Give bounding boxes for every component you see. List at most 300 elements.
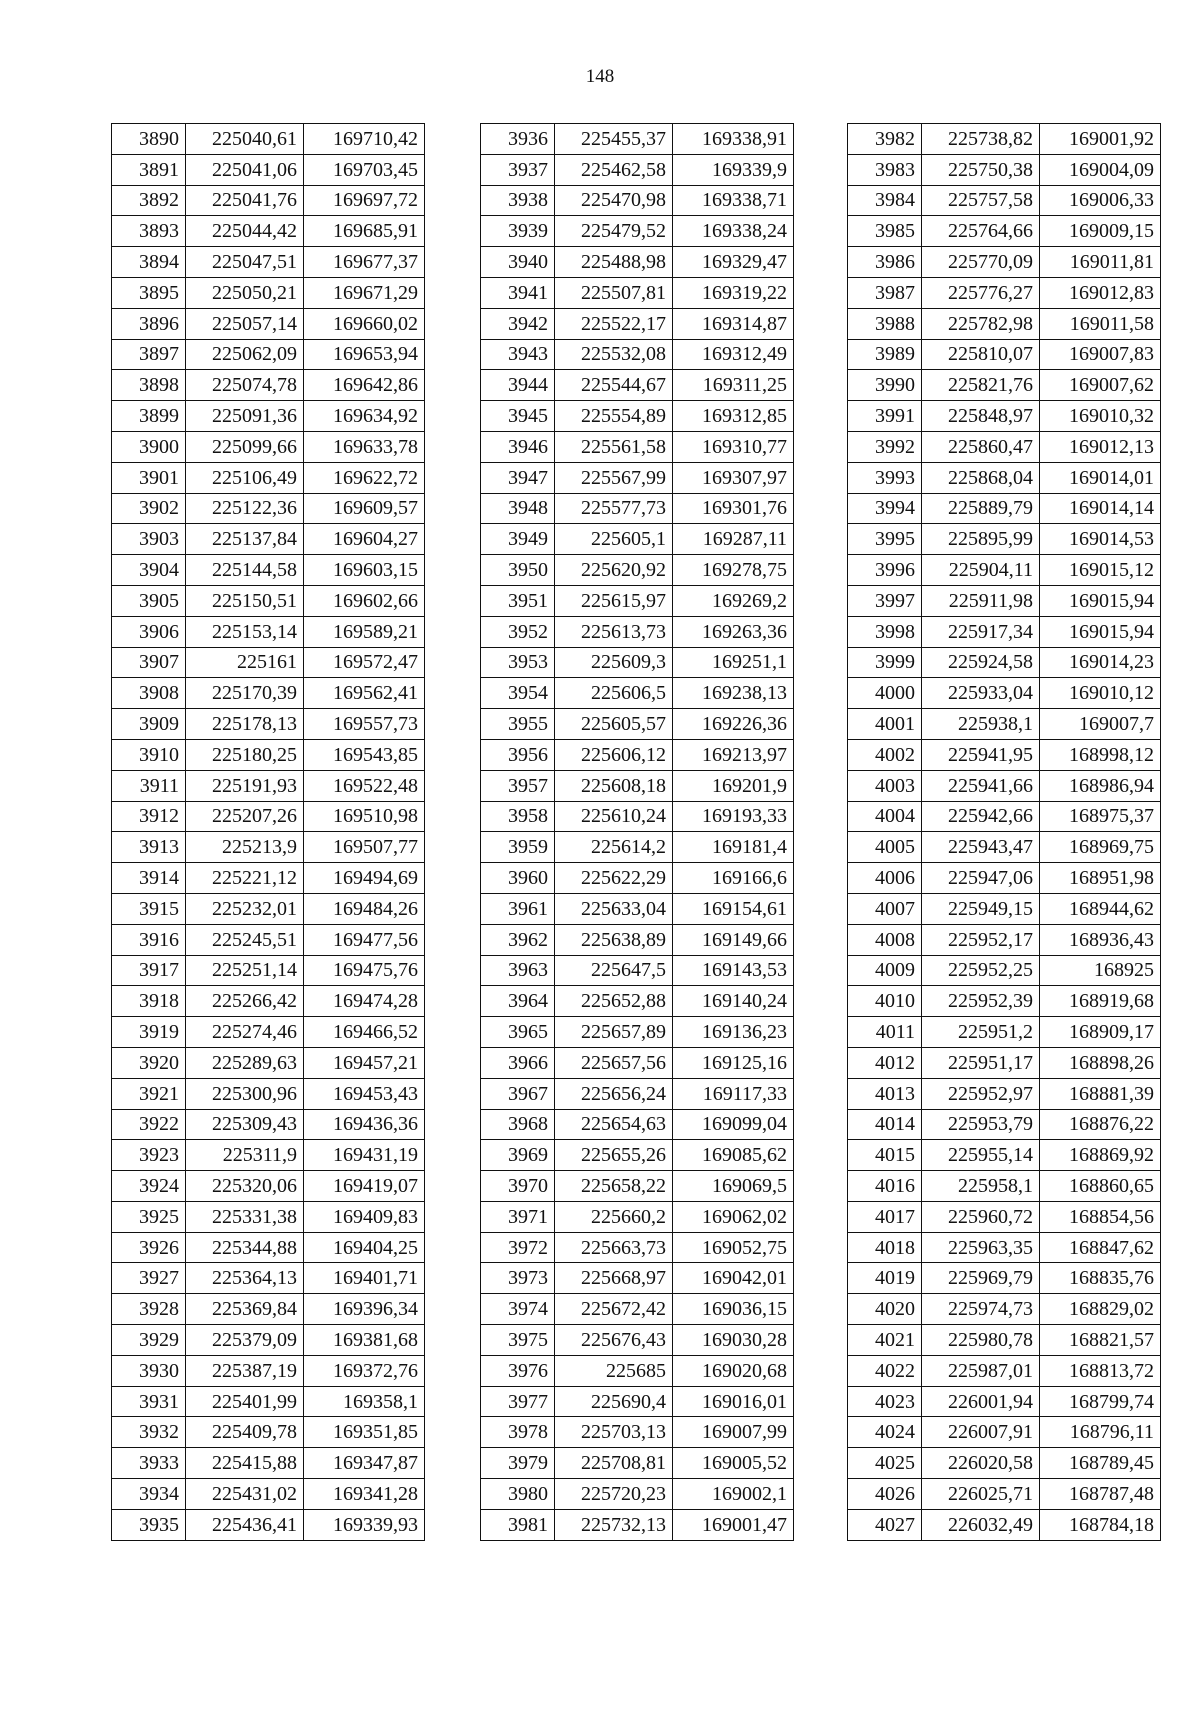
table-row <box>848 124 1161 155</box>
x-coordinate-cell: 225099,66 <box>186 431 304 462</box>
x-coordinate-cell: 225161 <box>186 647 304 678</box>
y-coordinate-cell: 169466,52 <box>304 1017 425 1048</box>
point-number-cell: 4021 <box>848 1325 922 1356</box>
x-coordinate-cell: 225415,88 <box>186 1448 304 1479</box>
point-number-cell: 3997 <box>848 585 922 616</box>
table-row <box>481 1171 794 1202</box>
point-number-cell: 3941 <box>481 277 555 308</box>
point-number-cell: 3922 <box>112 1109 186 1140</box>
x-coordinate-cell: 225951,2 <box>922 1017 1040 1048</box>
x-coordinate-cell: 225074,78 <box>186 370 304 401</box>
x-coordinate-cell: 225144,58 <box>186 555 304 586</box>
point-number-cell: 3937 <box>481 154 555 185</box>
point-number-cell: 3990 <box>848 370 922 401</box>
x-coordinate-cell: 225658,22 <box>555 1171 673 1202</box>
point-number-cell: 3964 <box>481 986 555 1017</box>
y-coordinate-cell: 169002,1 <box>673 1479 794 1510</box>
y-coordinate-cell: 169287,11 <box>673 524 794 555</box>
table-row <box>481 801 794 832</box>
coordinates-table-2 <box>480 123 794 1541</box>
x-coordinate-cell: 225660,2 <box>555 1201 673 1232</box>
table-row <box>481 709 794 740</box>
table-row <box>112 678 425 709</box>
table-row <box>848 955 1161 986</box>
table-row <box>481 863 794 894</box>
point-number-cell: 4027 <box>848 1509 922 1540</box>
table-row <box>481 955 794 986</box>
table-row <box>848 770 1161 801</box>
y-coordinate-cell: 168854,56 <box>1040 1201 1161 1232</box>
point-number-cell: 3978 <box>481 1417 555 1448</box>
table-row <box>481 524 794 555</box>
point-number-cell: 4015 <box>848 1140 922 1171</box>
table-row <box>848 1047 1161 1078</box>
y-coordinate-cell: 169341,28 <box>304 1479 425 1510</box>
y-coordinate-cell: 169014,53 <box>1040 524 1161 555</box>
y-coordinate-cell: 169007,62 <box>1040 370 1161 401</box>
point-number-cell: 3943 <box>481 339 555 370</box>
point-number-cell: 3930 <box>112 1355 186 1386</box>
point-number-cell: 3939 <box>481 216 555 247</box>
point-number-cell: 3966 <box>481 1047 555 1078</box>
table-row <box>848 154 1161 185</box>
table-row <box>481 124 794 155</box>
y-coordinate-cell: 169085,62 <box>673 1140 794 1171</box>
x-coordinate-cell: 225987,01 <box>922 1355 1040 1386</box>
x-coordinate-cell: 225917,34 <box>922 616 1040 647</box>
point-number-cell: 3981 <box>481 1509 555 1540</box>
y-coordinate-cell: 168998,12 <box>1040 739 1161 770</box>
table-row <box>481 401 794 432</box>
table-row <box>112 401 425 432</box>
point-number-cell: 3968 <box>481 1109 555 1140</box>
y-coordinate-cell: 168909,17 <box>1040 1017 1161 1048</box>
y-coordinate-cell: 169660,02 <box>304 308 425 339</box>
y-coordinate-cell: 169015,12 <box>1040 555 1161 586</box>
point-number-cell: 3976 <box>481 1355 555 1386</box>
x-coordinate-cell: 225221,12 <box>186 863 304 894</box>
table-row <box>848 1386 1161 1417</box>
y-coordinate-cell: 169149,66 <box>673 924 794 955</box>
table-row <box>112 1509 425 1540</box>
point-number-cell: 4011 <box>848 1017 922 1048</box>
x-coordinate-cell: 225685 <box>555 1355 673 1386</box>
point-number-cell: 3996 <box>848 555 922 586</box>
point-number-cell: 3917 <box>112 955 186 986</box>
y-coordinate-cell: 169140,24 <box>673 986 794 1017</box>
y-coordinate-cell: 169007,83 <box>1040 339 1161 370</box>
x-coordinate-cell: 225941,66 <box>922 770 1040 801</box>
y-coordinate-cell: 169602,66 <box>304 585 425 616</box>
y-coordinate-cell: 169012,83 <box>1040 277 1161 308</box>
x-coordinate-cell: 225810,07 <box>922 339 1040 370</box>
y-coordinate-cell: 169006,33 <box>1040 185 1161 216</box>
y-coordinate-cell: 169685,91 <box>304 216 425 247</box>
point-number-cell: 3961 <box>481 893 555 924</box>
table-row <box>112 124 425 155</box>
point-number-cell: 4006 <box>848 863 922 894</box>
x-coordinate-cell: 225047,51 <box>186 247 304 278</box>
point-number-cell: 3984 <box>848 185 922 216</box>
y-coordinate-cell: 169311,25 <box>673 370 794 401</box>
y-coordinate-cell: 169494,69 <box>304 863 425 894</box>
point-number-cell: 4013 <box>848 1078 922 1109</box>
table-row <box>112 801 425 832</box>
table-row <box>481 247 794 278</box>
x-coordinate-cell: 225041,76 <box>186 185 304 216</box>
point-number-cell: 3928 <box>112 1294 186 1325</box>
x-coordinate-cell: 225106,49 <box>186 462 304 493</box>
y-coordinate-cell: 169301,76 <box>673 493 794 524</box>
point-number-cell: 3951 <box>481 585 555 616</box>
point-number-cell: 4001 <box>848 709 922 740</box>
x-coordinate-cell: 225947,06 <box>922 863 1040 894</box>
x-coordinate-cell: 226007,91 <box>922 1417 1040 1448</box>
x-coordinate-cell: 225610,24 <box>555 801 673 832</box>
point-number-cell: 3904 <box>112 555 186 586</box>
point-number-cell: 3900 <box>112 431 186 462</box>
x-coordinate-cell: 225770,09 <box>922 247 1040 278</box>
x-coordinate-cell: 225657,56 <box>555 1047 673 1078</box>
point-number-cell: 3979 <box>481 1448 555 1479</box>
point-number-cell: 3895 <box>112 277 186 308</box>
y-coordinate-cell: 168936,43 <box>1040 924 1161 955</box>
table-row <box>848 1201 1161 1232</box>
x-coordinate-cell: 225663,73 <box>555 1232 673 1263</box>
table-row <box>112 585 425 616</box>
x-coordinate-cell: 225153,14 <box>186 616 304 647</box>
y-coordinate-cell: 169484,26 <box>304 893 425 924</box>
x-coordinate-cell: 225554,89 <box>555 401 673 432</box>
table-row <box>112 647 425 678</box>
table-row <box>848 493 1161 524</box>
table-row <box>112 770 425 801</box>
table-row <box>112 1109 425 1140</box>
y-coordinate-cell: 169314,87 <box>673 308 794 339</box>
table-row <box>481 431 794 462</box>
y-coordinate-cell: 168876,22 <box>1040 1109 1161 1140</box>
point-number-cell: 4002 <box>848 739 922 770</box>
y-coordinate-cell: 169020,68 <box>673 1355 794 1386</box>
table-row <box>481 1047 794 1078</box>
y-coordinate-cell: 168881,39 <box>1040 1078 1161 1109</box>
y-coordinate-cell: 169238,13 <box>673 678 794 709</box>
y-coordinate-cell: 169004,09 <box>1040 154 1161 185</box>
x-coordinate-cell: 225289,63 <box>186 1047 304 1078</box>
table-row <box>112 1047 425 1078</box>
table-row <box>848 924 1161 955</box>
y-coordinate-cell: 169507,77 <box>304 832 425 863</box>
table-row <box>481 1140 794 1171</box>
x-coordinate-cell: 225614,2 <box>555 832 673 863</box>
point-number-cell: 3955 <box>481 709 555 740</box>
x-coordinate-cell: 225911,98 <box>922 585 1040 616</box>
y-coordinate-cell: 169226,36 <box>673 709 794 740</box>
x-coordinate-cell: 225091,36 <box>186 401 304 432</box>
x-coordinate-cell: 225676,43 <box>555 1325 673 1356</box>
table-row <box>481 277 794 308</box>
x-coordinate-cell: 225969,79 <box>922 1263 1040 1294</box>
point-number-cell: 3962 <box>481 924 555 955</box>
table-row <box>112 524 425 555</box>
table-row <box>112 832 425 863</box>
table-row <box>112 1448 425 1479</box>
table-row <box>848 1263 1161 1294</box>
point-number-cell: 3973 <box>481 1263 555 1294</box>
y-coordinate-cell: 168898,26 <box>1040 1047 1161 1078</box>
point-number-cell: 3911 <box>112 770 186 801</box>
point-number-cell: 3929 <box>112 1325 186 1356</box>
point-number-cell: 3915 <box>112 893 186 924</box>
table-row <box>481 678 794 709</box>
y-coordinate-cell: 169351,85 <box>304 1417 425 1448</box>
y-coordinate-cell: 169042,01 <box>673 1263 794 1294</box>
point-number-cell: 3985 <box>848 216 922 247</box>
table-row <box>481 462 794 493</box>
table-row <box>112 493 425 524</box>
x-coordinate-cell: 225938,1 <box>922 709 1040 740</box>
table-row <box>112 1355 425 1386</box>
table-row <box>848 616 1161 647</box>
point-number-cell: 3983 <box>848 154 922 185</box>
table-row <box>481 339 794 370</box>
x-coordinate-cell: 225764,66 <box>922 216 1040 247</box>
x-coordinate-cell: 225062,09 <box>186 339 304 370</box>
x-coordinate-cell: 225638,89 <box>555 924 673 955</box>
table-row <box>848 709 1161 740</box>
y-coordinate-cell: 169312,49 <box>673 339 794 370</box>
table-row <box>848 555 1161 586</box>
table-row <box>848 739 1161 770</box>
point-number-cell: 4008 <box>848 924 922 955</box>
x-coordinate-cell: 225320,06 <box>186 1171 304 1202</box>
x-coordinate-cell: 225955,14 <box>922 1140 1040 1171</box>
y-coordinate-cell: 168869,92 <box>1040 1140 1161 1171</box>
point-number-cell: 3971 <box>481 1201 555 1232</box>
y-coordinate-cell: 169010,12 <box>1040 678 1161 709</box>
x-coordinate-cell: 225952,25 <box>922 955 1040 986</box>
point-number-cell: 3896 <box>112 308 186 339</box>
table-row <box>112 893 425 924</box>
x-coordinate-cell: 225364,13 <box>186 1263 304 1294</box>
table-row <box>848 1078 1161 1109</box>
point-number-cell: 3999 <box>848 647 922 678</box>
y-coordinate-cell: 169062,02 <box>673 1201 794 1232</box>
point-number-cell: 3991 <box>848 401 922 432</box>
x-coordinate-cell: 225620,92 <box>555 555 673 586</box>
table-row <box>848 524 1161 555</box>
x-coordinate-cell: 225608,18 <box>555 770 673 801</box>
table-row <box>848 647 1161 678</box>
point-number-cell: 4005 <box>848 832 922 863</box>
x-coordinate-cell: 225732,13 <box>555 1509 673 1540</box>
point-number-cell: 3956 <box>481 739 555 770</box>
table-row <box>112 247 425 278</box>
y-coordinate-cell: 169307,97 <box>673 462 794 493</box>
y-coordinate-cell: 169339,9 <box>673 154 794 185</box>
y-coordinate-cell: 168784,18 <box>1040 1509 1161 1540</box>
point-number-cell: 3926 <box>112 1232 186 1263</box>
point-number-cell: 4020 <box>848 1294 922 1325</box>
table-row <box>481 1294 794 1325</box>
point-number-cell: 3957 <box>481 770 555 801</box>
table-row <box>481 585 794 616</box>
x-coordinate-cell: 225690,4 <box>555 1386 673 1417</box>
table-row <box>481 1448 794 1479</box>
x-coordinate-cell: 225750,38 <box>922 154 1040 185</box>
x-coordinate-cell: 225470,98 <box>555 185 673 216</box>
x-coordinate-cell: 225122,36 <box>186 493 304 524</box>
table-row <box>848 1355 1161 1386</box>
table-row <box>112 1201 425 1232</box>
y-coordinate-cell: 169477,56 <box>304 924 425 955</box>
table-row <box>481 616 794 647</box>
x-coordinate-cell: 225544,67 <box>555 370 673 401</box>
y-coordinate-cell: 169396,34 <box>304 1294 425 1325</box>
point-number-cell: 3977 <box>481 1386 555 1417</box>
y-coordinate-cell: 169015,94 <box>1040 585 1161 616</box>
table-row <box>481 493 794 524</box>
y-coordinate-cell: 169069,5 <box>673 1171 794 1202</box>
table-row <box>848 1171 1161 1202</box>
y-coordinate-cell: 169005,52 <box>673 1448 794 1479</box>
table-row <box>112 1232 425 1263</box>
y-coordinate-cell: 169671,29 <box>304 277 425 308</box>
point-number-cell: 4000 <box>848 678 922 709</box>
point-number-cell: 3927 <box>112 1263 186 1294</box>
point-number-cell: 3940 <box>481 247 555 278</box>
table-row <box>481 1479 794 1510</box>
table-row <box>481 185 794 216</box>
point-number-cell: 3988 <box>848 308 922 339</box>
y-coordinate-cell: 169193,33 <box>673 801 794 832</box>
y-coordinate-cell: 168860,65 <box>1040 1171 1161 1202</box>
y-coordinate-cell: 169653,94 <box>304 339 425 370</box>
y-coordinate-cell: 169522,48 <box>304 770 425 801</box>
point-number-cell: 4017 <box>848 1201 922 1232</box>
y-coordinate-cell: 169012,13 <box>1040 431 1161 462</box>
point-number-cell: 3942 <box>481 308 555 339</box>
table-row <box>481 1509 794 1540</box>
point-number-cell: 3897 <box>112 339 186 370</box>
x-coordinate-cell: 225251,14 <box>186 955 304 986</box>
table-row <box>848 185 1161 216</box>
y-coordinate-cell: 168835,76 <box>1040 1263 1161 1294</box>
table-row <box>112 216 425 247</box>
point-number-cell: 3982 <box>848 124 922 155</box>
table-row <box>112 339 425 370</box>
point-number-cell: 3938 <box>481 185 555 216</box>
point-number-cell: 3953 <box>481 647 555 678</box>
table-row <box>481 647 794 678</box>
coordinates-table-3 <box>847 123 1161 1541</box>
point-number-cell: 3923 <box>112 1140 186 1171</box>
x-coordinate-cell: 225952,17 <box>922 924 1040 955</box>
y-coordinate-cell: 169372,76 <box>304 1355 425 1386</box>
table-row <box>112 616 425 647</box>
table-row <box>112 462 425 493</box>
y-coordinate-cell: 169125,16 <box>673 1047 794 1078</box>
x-coordinate-cell: 225953,79 <box>922 1109 1040 1140</box>
x-coordinate-cell: 225720,23 <box>555 1479 673 1510</box>
y-coordinate-cell: 168787,48 <box>1040 1479 1161 1510</box>
x-coordinate-cell: 226020,58 <box>922 1448 1040 1479</box>
point-number-cell: 4003 <box>848 770 922 801</box>
point-number-cell: 4012 <box>848 1047 922 1078</box>
point-number-cell: 3924 <box>112 1171 186 1202</box>
point-number-cell: 3960 <box>481 863 555 894</box>
y-coordinate-cell: 169543,85 <box>304 739 425 770</box>
table-row <box>112 986 425 1017</box>
y-coordinate-cell: 168813,72 <box>1040 1355 1161 1386</box>
x-coordinate-cell: 225782,98 <box>922 308 1040 339</box>
point-number-cell: 4026 <box>848 1479 922 1510</box>
point-number-cell: 3975 <box>481 1325 555 1356</box>
y-coordinate-cell: 169338,24 <box>673 216 794 247</box>
point-number-cell: 4014 <box>848 1109 922 1140</box>
table-row <box>112 1386 425 1417</box>
y-coordinate-cell: 169015,94 <box>1040 616 1161 647</box>
x-coordinate-cell: 225952,97 <box>922 1078 1040 1109</box>
y-coordinate-cell: 169329,47 <box>673 247 794 278</box>
table-row <box>848 1448 1161 1479</box>
table-row <box>112 1294 425 1325</box>
x-coordinate-cell: 225958,1 <box>922 1171 1040 1202</box>
x-coordinate-cell: 225137,84 <box>186 524 304 555</box>
table-row <box>481 739 794 770</box>
point-number-cell: 3920 <box>112 1047 186 1078</box>
point-number-cell: 4010 <box>848 986 922 1017</box>
y-coordinate-cell: 169181,4 <box>673 832 794 863</box>
x-coordinate-cell: 225895,99 <box>922 524 1040 555</box>
y-coordinate-cell: 169007,7 <box>1040 709 1161 740</box>
table-row <box>481 1078 794 1109</box>
table-row <box>848 1232 1161 1263</box>
table-row <box>848 1509 1161 1540</box>
table-row <box>112 1263 425 1294</box>
table-row <box>481 1109 794 1140</box>
table-row <box>848 431 1161 462</box>
x-coordinate-cell: 225577,73 <box>555 493 673 524</box>
table-row <box>112 1140 425 1171</box>
y-coordinate-cell: 169338,91 <box>673 124 794 155</box>
x-coordinate-cell: 225522,17 <box>555 308 673 339</box>
table-row <box>848 308 1161 339</box>
y-coordinate-cell: 169136,23 <box>673 1017 794 1048</box>
point-number-cell: 4016 <box>848 1171 922 1202</box>
x-coordinate-cell: 225963,35 <box>922 1232 1040 1263</box>
x-coordinate-cell: 225379,09 <box>186 1325 304 1356</box>
table-row <box>112 370 425 401</box>
x-coordinate-cell: 225488,98 <box>555 247 673 278</box>
x-coordinate-cell: 225960,72 <box>922 1201 1040 1232</box>
x-coordinate-cell: 225041,06 <box>186 154 304 185</box>
point-number-cell: 3970 <box>481 1171 555 1202</box>
table-row <box>848 370 1161 401</box>
table-row <box>112 739 425 770</box>
point-number-cell: 3891 <box>112 154 186 185</box>
table-row <box>848 678 1161 709</box>
x-coordinate-cell: 225889,79 <box>922 493 1040 524</box>
y-coordinate-cell: 169036,15 <box>673 1294 794 1325</box>
point-number-cell: 3932 <box>112 1417 186 1448</box>
y-coordinate-cell: 169677,37 <box>304 247 425 278</box>
x-coordinate-cell: 225331,38 <box>186 1201 304 1232</box>
table-row <box>481 308 794 339</box>
table-row <box>112 277 425 308</box>
y-coordinate-cell: 169319,22 <box>673 277 794 308</box>
y-coordinate-cell: 169475,76 <box>304 955 425 986</box>
